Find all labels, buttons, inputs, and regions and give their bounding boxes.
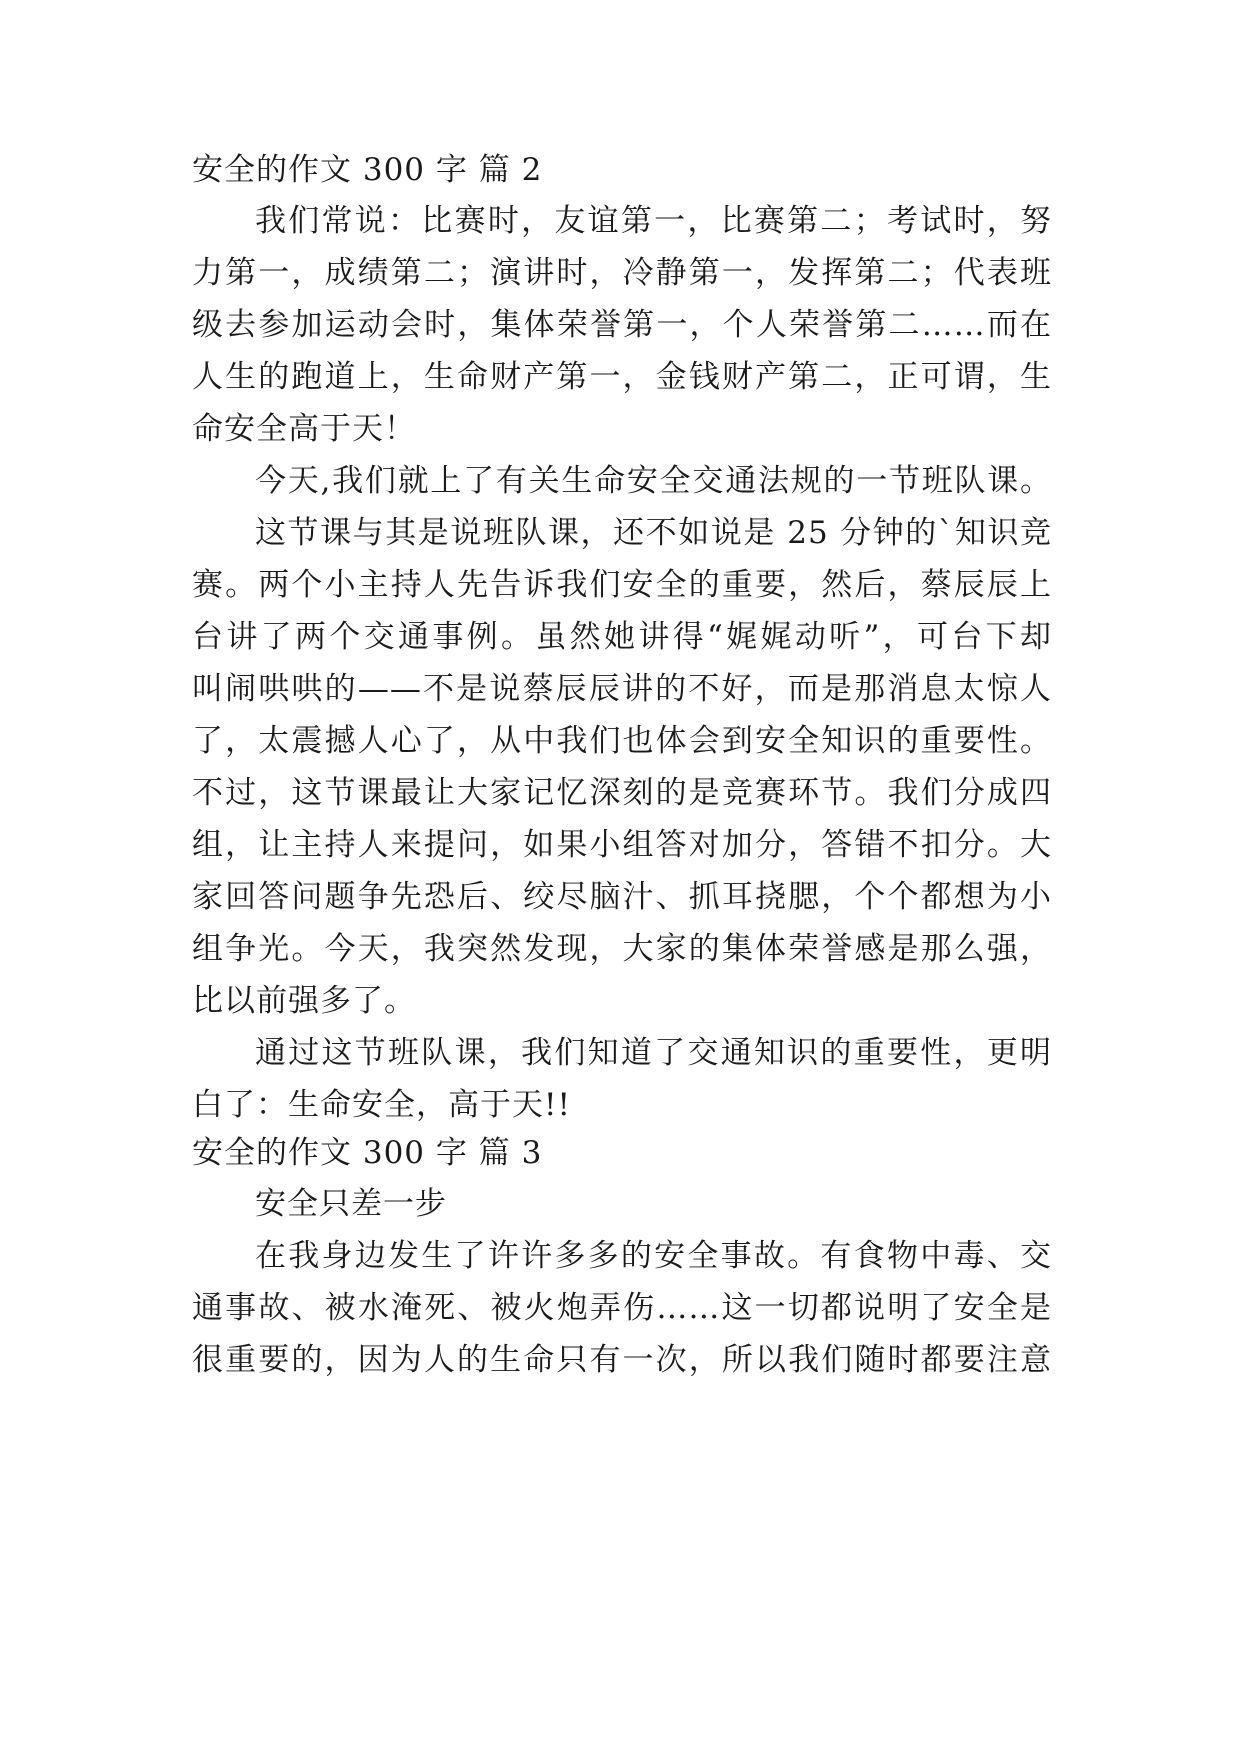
section-heading: 安全的作文 300 字 篇 2 — [192, 152, 543, 188]
text-line: 了，太震撼人心了，从中我们也体会到安全知识的重要性。 — [192, 723, 1052, 759]
text-line: 组争光。今天，我突然发现，大家的集体荣誉感是那么强， — [192, 931, 1052, 967]
text-line: 通过这节班队课，我们知道了交通知识的重要性，更明 — [255, 1035, 1052, 1071]
text-line: 人生的跑道上，生命财产第一，金钱财产第二，正可谓，生 — [192, 359, 1052, 395]
text-line: 今天,我们就上了有关生命安全交通法规的一节班队课。 — [255, 463, 1052, 499]
text-line: 力第一，成绩第二；演讲时，冷静第一，发挥第二；代表班 — [192, 255, 1052, 291]
text-line: 家回答问题争先恐后、绞尽脑汁、抓耳挠腮，个个都想为小 — [192, 879, 1052, 915]
text-line: 命安全高于天！ — [192, 411, 416, 447]
text-line: 白了：生命安全，高于天!! — [192, 1087, 571, 1123]
text-line: 级去参加运动会时，集体荣誉第一，个人荣誉第二……而在 — [192, 307, 1052, 343]
text-line: 这节课与其是说班队课，还不如说是 25 分钟的`知识竞 — [255, 515, 1052, 551]
section-heading: 安全的作文 300 字 篇 3 — [192, 1135, 543, 1171]
text-line: 台讲了两个交通事例。虽然她讲得“娓娓动听”，可台下却 — [192, 619, 1052, 655]
subtitle-line: 安全只差一步 — [255, 1186, 447, 1222]
text-line: 不过，这节课最让大家记忆深刻的是竞赛环节。我们分成四 — [192, 775, 1052, 811]
text-line: 我们常说：比赛时，友谊第一，比赛第二；考试时，努 — [255, 203, 1052, 239]
text-line: 赛。两个小主持人先告诉我们安全的重要，然后，蔡辰辰上 — [192, 567, 1052, 603]
text-line: 组，让主持人来提问，如果小组答对加分，答错不扣分。大 — [192, 827, 1052, 863]
text-line: 比以前强多了。 — [192, 983, 416, 1019]
text-line: 在我身边发生了许许多多的安全事故。有食物中毒、交 — [255, 1238, 1052, 1274]
text-line: 很重要的，因为人的生命只有一次，所以我们随时都要注意 — [192, 1342, 1052, 1378]
text-line: 叫闹哄哄的——不是说蔡辰辰讲的不好，而是那消息太惊人 — [192, 671, 1052, 707]
text-line: 通事故、被水淹死、被火炮弄伤……这一切都说明了安全是 — [192, 1290, 1052, 1326]
